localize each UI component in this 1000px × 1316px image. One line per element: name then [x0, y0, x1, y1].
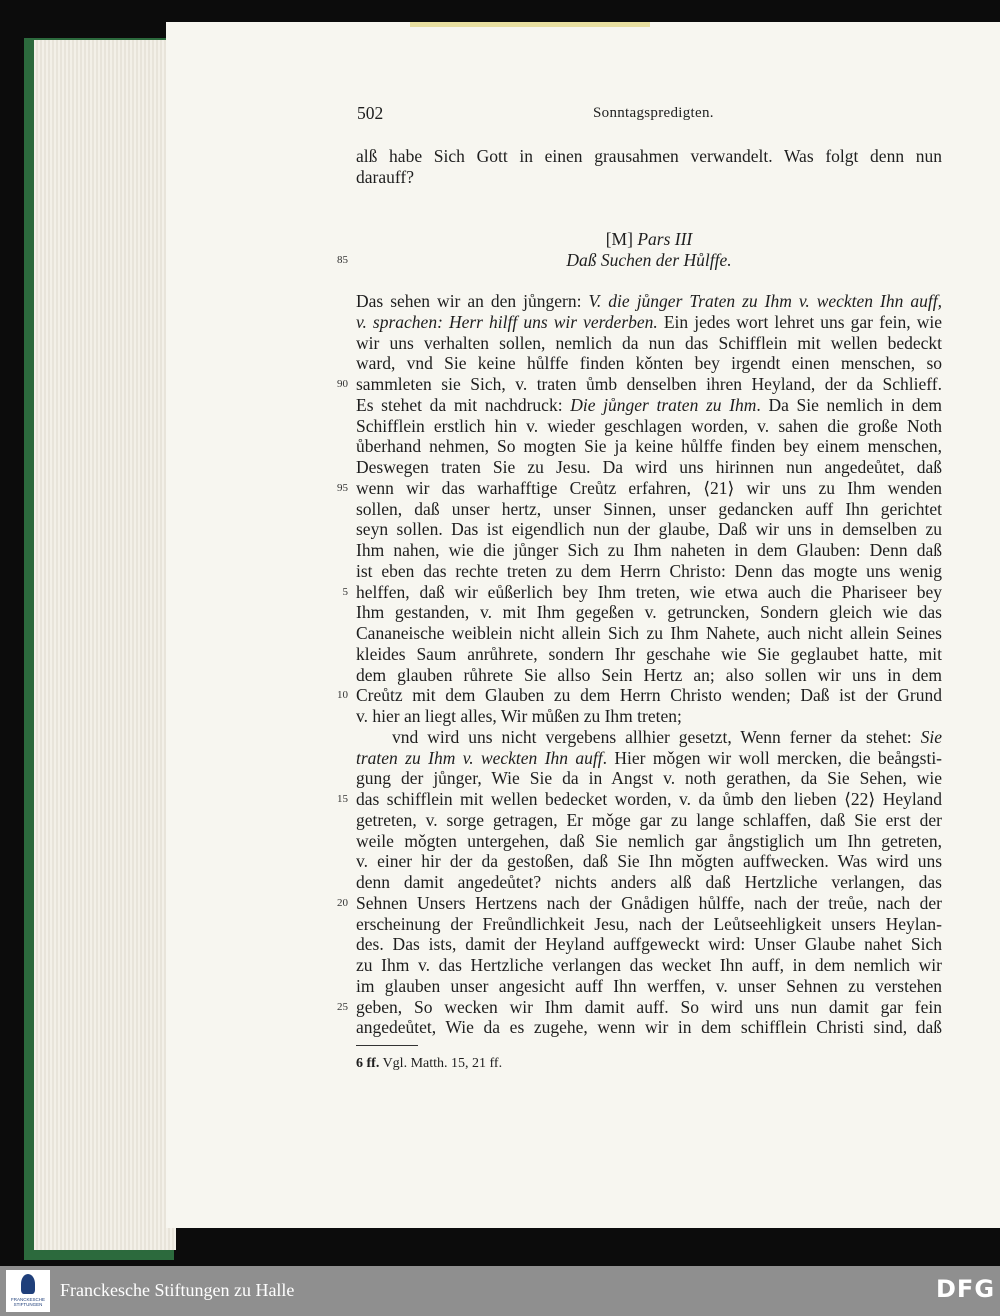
text-line: Creůtz mit dem Glauben zu dem Herrn Christo wenden; Daß ist der Grund: [356, 685, 942, 706]
page-block-edge: [34, 40, 176, 1250]
footnote-rule: [356, 1045, 418, 1046]
bleed-through: [410, 22, 650, 27]
text-line: Schifflein erstlich hin v. wieder geschlagen worden, v. sahen die große Noth: [356, 415, 942, 436]
text-line: alß habe Sich Gott in einen grausahmen verwandelt. Was folgt denn nun: [356, 146, 942, 166]
section-subtitle: [356, 250, 942, 271]
text-line: Es stehet da mit nachdruck: Die jůnger traten zu Ihm. Da Sie nemlich in dem: [356, 394, 942, 415]
text-line: Ihm gestanden, v. mit Ihm gegeßen v. getruncken, Sondern gleich wie das: [356, 602, 942, 623]
text-line: des. Das ists, damit der Heyland auffgeweckt wird: Unser Glaube nahet Sich: [356, 934, 942, 955]
line-number: 85: [337, 254, 348, 266]
text-line: geben, So wecken wir Ihm damit auff. So wird uns nun damit gar fein: [356, 996, 942, 1017]
text-line: weile mǒgten untergehen, daß Sie nemlich gar ångstiglich um Ihn getreten,: [356, 830, 942, 851]
text-line: zu Ihm v. das Hertzliche verlangen das wecket Ihn auff, in dem nemlich wir: [356, 955, 942, 975]
text-line: Sehnen Unsers Hertzens nach der Gnådigen hůlffe, nach der treůe, nach der: [356, 892, 942, 913]
text-line: Deswegen traten Sie zu Jesu. Da wird uns hirinnen nun angedeůtet, daß: [356, 457, 942, 477]
text-line: helffen, daß wir eůßerlich bey Ihm treten, wie etwa auch die Phariseer bey: [356, 581, 942, 602]
text-line: dem glauben růhrete Sie allso Sein Hertz an; also sollen wir uns in dem: [356, 664, 942, 685]
text-line: kleides Saum anrůhrete, sondern Ihr geschahe wie Sie geglaubet hatte, mit: [356, 643, 942, 664]
line-number: 20: [337, 896, 348, 909]
line-number: 25: [337, 1000, 348, 1013]
text-line: darauff?: [356, 167, 414, 187]
text-line: wenn wir das warhafftige Creůtz erfahren, ⟨21⟩ wir uns zu Ihm wenden: [356, 477, 942, 498]
text-line: das schifflein mit wellen bedecket worden, v. da ůmb den lieben ⟨22⟩ Heyland: [356, 789, 942, 809]
text-line: traten zu Ihm v. weckten Ihn auff. Hier mǒgen wir woll mercken, die beångsti-: [356, 747, 943, 768]
eagle-icon: [21, 1274, 35, 1294]
text-line: gung der jůnger, Wie Sie da in Angst v. noth gerathen, da Sie Sehen, wie: [356, 768, 942, 789]
section-heading: [356, 229, 942, 250]
text-line: seyn sollen. Das ist eigendlich nun der glaube, Daß wir uns in demselben zu: [356, 519, 942, 540]
dfg-logo[interactable]: DFG: [936, 1275, 996, 1303]
line-number: 10: [337, 689, 348, 702]
text-line: sollen, daß unser hertz, unser Sinnen, unser gedancken auff Ihn gerichtet: [356, 498, 942, 519]
text-line: Das sehen wir an den jůngern: V. die jůnger Traten zu Ihm v. weckten Ihn auff,: [356, 291, 942, 311]
footnote-ref: 6 ff.: [356, 1056, 380, 1071]
text-line: sammleten sie Sich, v. traten ůmb denselben ihren Heyland, der da Schlieff.: [356, 374, 942, 394]
text-line: vnd wird uns nicht vergebens allhier gesetzt, Wenn ferner da stehet: Sie: [392, 726, 942, 747]
subtitle-text: Daß Suchen der Hůlffe.: [566, 250, 732, 270]
running-title: Sonntagspredigten.: [593, 105, 714, 121]
text-line: getreten, v. sorge getragen, Er mǒge gar zu lange schlaffen, daß Sie erst der: [356, 809, 942, 830]
line-number: 15: [337, 793, 348, 805]
text-line: wir uns verhalten sollen, nemlich da nun das Schifflein mit wellen bedeckt: [356, 332, 942, 353]
heading-pars: Pars III: [637, 229, 693, 249]
text-line: denn damit angedeůtet? nichts anders alß daß Hertzliche verlangen, das: [356, 872, 942, 892]
text-line: v. einer hir der da gestoßen, daß Sie Ihn mǒgten auffwecken. Was wird uns: [356, 851, 942, 872]
page-number: 502: [357, 103, 384, 123]
line-number: 95: [337, 481, 348, 494]
footnote-text: Vgl. Matth. 15, 21 ff.: [379, 1056, 503, 1071]
text-line: Ihm nahen, wie die jůnger Sich zu Ihm naheten in dem Glauben: Denn daß: [356, 540, 942, 560]
logo-text: FRANCKESCHE STIFTUNGEN: [10, 1297, 45, 1307]
text-line: v. hier an liegt alles, Wir můßen zu Ihm treten;: [356, 706, 682, 726]
text-line: ward, vnd Sie keine hůlffe finden kǒnten bey irgendt einen menschen, so: [356, 353, 942, 374]
institution-logo[interactable]: [6, 1270, 50, 1312]
institution-name[interactable]: Franckesche Stiftungen zu Halle: [60, 1280, 295, 1300]
text-line: im glauben unser angesicht auff Ihn werffen, v. unser Sehnen zu verstehen: [356, 975, 942, 996]
line-number: 5: [342, 585, 348, 598]
heading-prefix: [M]: [605, 229, 638, 249]
footnote: [356, 1056, 502, 1072]
text-line: angedeůtet, Wie da es zugehe, wenn wir in dem schifflein Christi sind, daß: [356, 1017, 942, 1038]
text-line: v. sprachen: Herr hilff uns wir verderben. Ein jedes wort lehret uns gar fein, wie: [356, 311, 942, 332]
text-line: ůberhand nehmen, So mogten Sie ja keine hůlffe finden bey einem menschen,: [356, 436, 942, 457]
text-line: erscheinung der Freůndlichkeit Jesu, nach der Leůtseehligkeit unsers Heylan-: [356, 913, 942, 934]
text-line: Cananeische weiblein nicht allein Sich zu Ihm Nahete, auch nicht allein Seines: [356, 623, 942, 643]
line-number: 90: [337, 378, 348, 390]
text-line: ist eben das rechte treten zu dem Herrn Christo: Denn das mogte uns wenig: [356, 560, 942, 581]
